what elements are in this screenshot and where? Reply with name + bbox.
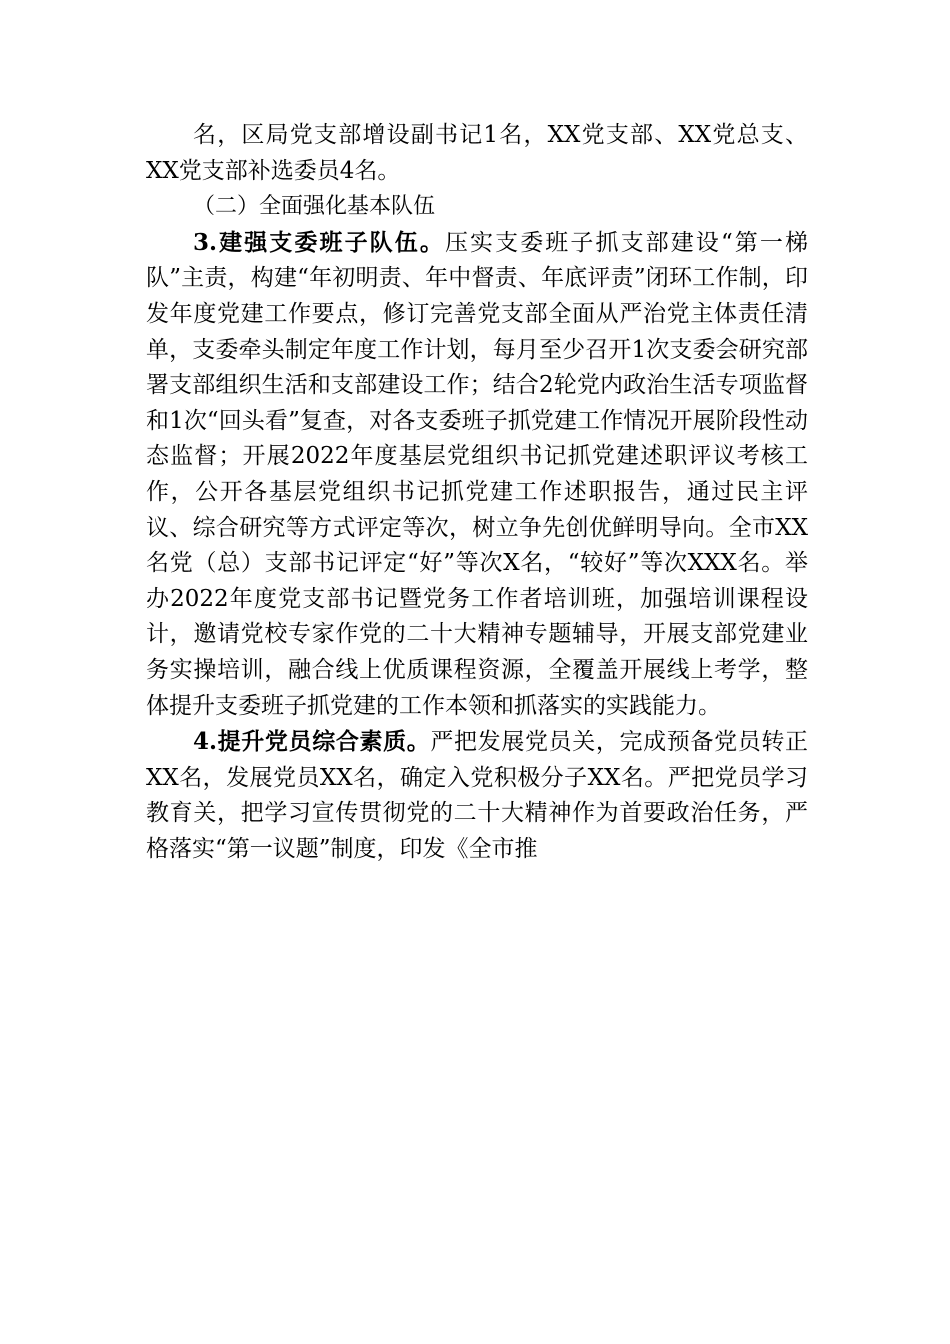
paragraph-item-4 — [146, 724, 808, 867]
item-4-body: 严把发展党员关，完成预备党员转正XX名，发展党员XX名，确定入党积极分子XX名。严把党员学习教育关，把学习宣传贯彻党的二十大精神作为首要政治任务，严格落实“第一议题”制度，印发《全市推 — [146, 729, 808, 862]
item-4-lead: 4.提升党员综合素质。 — [193, 728, 431, 756]
paragraph-item-3 — [146, 225, 808, 724]
document-body — [146, 118, 808, 867]
section-heading: （二）全面强化基本队伍 — [193, 194, 436, 220]
paragraph-continued: 名，区局党支部增设副书记1名，XX党支部、XX党总支、XX党支部补选委员4名。 — [146, 122, 808, 184]
item-3-body: 压实支委班子抓支部建设“第一梯队”主责，构建“年初明责、年中督责、年底评责”闭环工作制，印发年度党建工作要点，修订完善党支部全面从严治党主体责任清单，支委牵头制定年度工作计划，每月至少召开1次支委会研究部署支部组织生活和支部建设工作；结合2轮党内政治生活专项监督和1次“回头看”复查，对各支委班子抓党建工作情况开展阶段性动态监督；开展2022年度基层党组织书记抓党建述职评议考核工作，公开各基层党组织书记抓党建工作述职报告，通过民主评议、综合研究等方式评定等次，树立争先创优鲜明导向。全市XX名党（总）支部书记评定“好”等次X名，“较好”等次XXX名。举办2022年度党支部书记暨党务工作者培训班，加强培训课程设计，邀请党校专家作党的二十大精神专题辅导，开展支部党建业务实操培训，融合线上优质课程资源，全覆盖开展线上考学，整体提升支委班子抓党建的工作本领和抓落实的实践能力。 — [146, 229, 808, 719]
item-3-lead: 3.建强支委班子队伍。 — [193, 228, 445, 256]
